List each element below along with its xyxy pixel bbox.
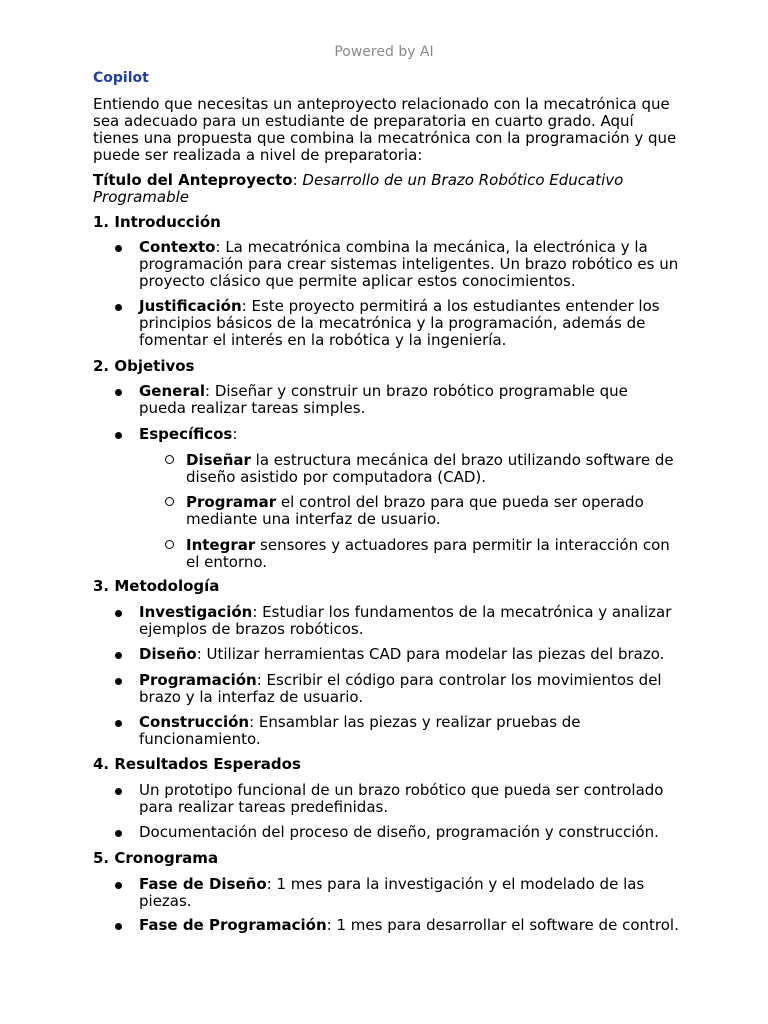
- circle-bullet-icon: [165, 455, 174, 464]
- list-item: [139, 782, 679, 816]
- item-text: : Ensamblar las piezas y realizar pruebas de funcionamiento.: [139, 713, 581, 748]
- bullet-icon: [115, 830, 122, 837]
- item-text: el control del brazo para que pueda ser operado mediante una interfaz de usuario.: [186, 493, 644, 528]
- section-heading: 5. Cronograma: [93, 849, 219, 867]
- project-title: [93, 172, 683, 206]
- title-value: Desarrollo de un Brazo Robótico Educativo Programable: [93, 171, 624, 206]
- item-text: : 1 mes para desarrollar el software de control.: [326, 916, 679, 934]
- circle-bullet-icon: [165, 540, 174, 549]
- item-term: Fase de Programación: [139, 916, 327, 934]
- list-item: [139, 426, 679, 443]
- item-text: : La mecatrónica combina la mecánica, la electrónica y la programación para crear sistemas inteligentes. Un brazo robótico es un proyecto clásico que permite aplicar estos conocimientos.: [139, 238, 679, 290]
- item-text: Documentación del proceso de diseño, programación y construcción.: [139, 823, 659, 841]
- bullet-icon: [115, 652, 122, 659]
- bullet-icon: [115, 882, 122, 889]
- bullet-icon: [115, 720, 122, 727]
- title-label: Título del Anteproyecto: [93, 171, 293, 189]
- item-term: Integrar: [186, 536, 256, 554]
- item-term: Diseñar: [186, 451, 251, 469]
- item-term: Fase de Diseño: [139, 875, 267, 893]
- bullet-icon: [115, 245, 122, 252]
- item-term: Contexto: [139, 238, 216, 256]
- bullet-icon: [115, 304, 122, 311]
- list-item: [139, 646, 679, 663]
- item-term: Construcción: [139, 713, 250, 731]
- item-text: :: [232, 425, 238, 443]
- list-item: [139, 824, 679, 841]
- item-text: : Utilizar herramientas CAD para modelar las piezas del brazo.: [196, 645, 665, 663]
- list-item: [139, 239, 679, 290]
- item-term: Justificación: [139, 297, 242, 315]
- section-heading: 3. Metodología: [93, 577, 220, 595]
- item-term: General: [139, 382, 205, 400]
- bullet-icon: [115, 432, 122, 439]
- item-term: Específicos: [139, 425, 233, 443]
- list-item: [139, 604, 679, 638]
- sub-list-item: [186, 494, 678, 528]
- powered-by-label: Powered by AI: [334, 44, 434, 60]
- intro-paragraph: Entiendo que necesitas un anteproyecto relacionado con la mecatrónica que sea adecuado para un estudiante de preparatoria en cuarto grado. Aquí tienes una propuesta que combina la mecatrónica con la programación y que puede ser realizada a nivel de preparatoria:: [93, 95, 677, 164]
- item-text: : Este proyecto permitirá a los estudiantes entender los principios básicos de la mecatrónica y la programación, además de fomentar el interés en la robótica y la ingeniería.: [139, 297, 660, 349]
- section-heading: 4. Resultados Esperados: [93, 755, 301, 773]
- bullet-icon: [115, 389, 122, 396]
- sub-list-item: [186, 452, 678, 486]
- title-separator: :: [292, 171, 303, 189]
- item-text: sensores y actuadores para permitir la interacción con el entorno.: [186, 536, 670, 571]
- assistant-name: Copilot: [93, 70, 149, 86]
- bullet-icon: [115, 610, 122, 617]
- list-item: [139, 298, 679, 349]
- list-item: [139, 714, 679, 748]
- item-term: Programación: [139, 671, 257, 689]
- item-text: : Estudiar los fundamentos de la mecatrónica y analizar ejemplos de brazos robóticos.: [139, 603, 672, 638]
- list-item: [139, 876, 679, 910]
- item-term: Diseño: [139, 645, 197, 663]
- section-heading: 2. Objetivos: [93, 357, 195, 375]
- item-term: Investigación: [139, 603, 253, 621]
- circle-bullet-icon: [165, 497, 174, 506]
- sub-list-item: [186, 537, 678, 571]
- item-text: : Escribir el código para controlar los movimientos del brazo y la interfaz de usuario.: [139, 671, 662, 706]
- bullet-icon: [115, 678, 122, 685]
- item-text: Un prototipo funcional de un brazo robótico que pueda ser controlado para realizar tareas predefinidas.: [139, 781, 664, 816]
- section-heading: 1. Introducción: [93, 213, 221, 231]
- item-text: : 1 mes para la investigación y el modelado de las piezas.: [139, 875, 645, 910]
- item-term: Programar: [186, 493, 277, 511]
- list-item: [139, 383, 679, 417]
- item-text: : Diseñar y construir un brazo robótico programable que pueda realizar tareas simples.: [139, 382, 628, 417]
- list-item: [139, 672, 679, 706]
- bullet-icon: [115, 923, 122, 930]
- item-text: la estructura mecánica del brazo utilizando software de diseño asistido por computadora (CAD).: [186, 451, 674, 486]
- list-item: [139, 917, 679, 934]
- bullet-icon: [115, 788, 122, 795]
